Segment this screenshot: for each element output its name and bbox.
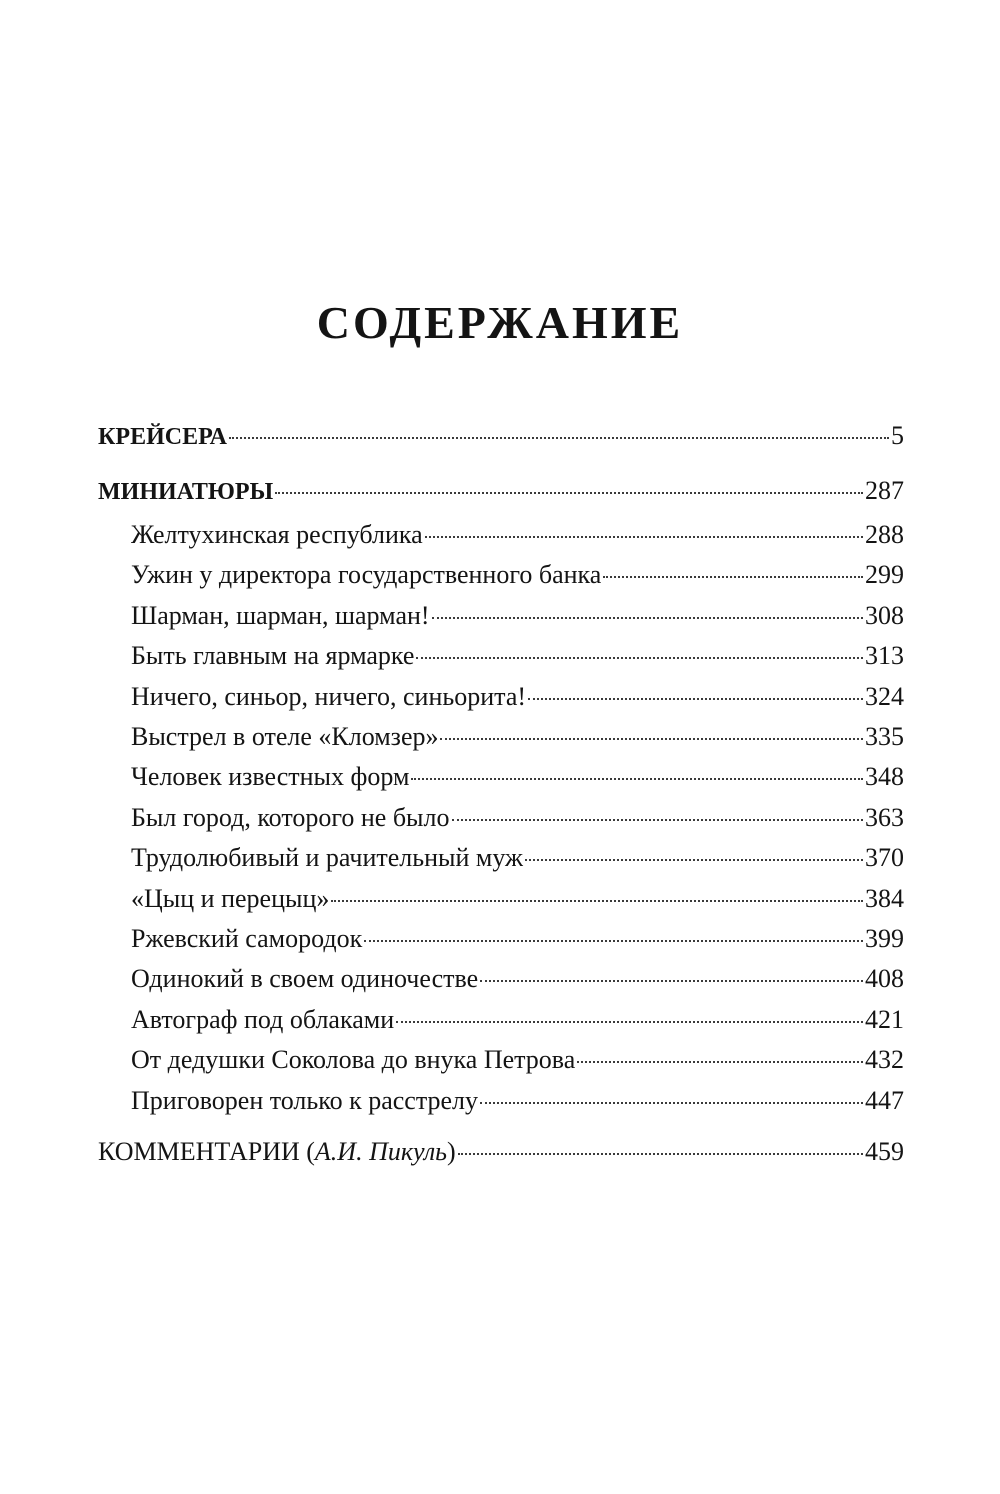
- toc-item[interactable]: [131, 1043, 904, 1077]
- dot-leader: [396, 1021, 863, 1023]
- dot-leader: [480, 980, 863, 982]
- toc-page-number: 421: [865, 1004, 904, 1034]
- toc-item-title: Трудолюбивый и рачительный муж: [131, 843, 524, 873]
- toc-page-number: 324: [865, 681, 904, 711]
- toc-page-number: 308: [865, 600, 904, 630]
- dot-leader: [528, 698, 863, 700]
- dot-leader: [275, 492, 863, 494]
- toc-item-title: «Цыц и перецыц»: [131, 883, 330, 913]
- toc-section-title: КРЕЙСЕРА: [98, 424, 227, 450]
- toc-item-title: Ужин у директора государственного банка: [131, 560, 602, 590]
- toc-page-number: 370: [865, 843, 904, 873]
- toc-item[interactable]: [131, 841, 904, 875]
- toc-item-title: Ржевский самородок: [131, 924, 363, 953]
- toc-page-number: 447: [865, 1085, 904, 1115]
- toc-item[interactable]: [131, 558, 904, 592]
- toc-page-number: 5: [891, 421, 904, 450]
- toc-page-number: 287: [865, 476, 904, 505]
- toc-page-number: 348: [865, 762, 904, 792]
- toc-item-title: Приговорен только к расстрелу: [131, 1085, 479, 1115]
- toc-item[interactable]: [131, 599, 904, 633]
- dot-leader: [229, 437, 889, 439]
- toc-page-number: 313: [865, 641, 904, 671]
- toc-page-number: 299: [865, 560, 904, 590]
- toc-item-title: От дедушки Соколова до внука Петрова: [131, 1045, 576, 1075]
- toc-section-title: МИНИАТЮРЫ: [98, 479, 274, 505]
- toc-page-number: 432: [865, 1045, 904, 1075]
- dot-leader: [411, 778, 863, 780]
- dot-leader: [577, 1061, 863, 1063]
- toc-item[interactable]: [131, 720, 904, 754]
- toc-page-number: 363: [865, 802, 904, 832]
- toc-item-title: Человек известных форм: [131, 762, 410, 792]
- toc-item[interactable]: [131, 962, 904, 996]
- toc-item[interactable]: [131, 639, 904, 673]
- comments-close: ): [447, 1137, 456, 1166]
- dot-leader: [364, 940, 863, 942]
- dot-leader: [458, 1153, 863, 1155]
- toc-item[interactable]: [131, 1003, 904, 1037]
- comments-author: А.И. Пикуль: [314, 1137, 448, 1166]
- toc-comments[interactable]: [98, 1135, 904, 1169]
- toc-item-title: Выстрел в отеле «Кломзер»: [131, 722, 439, 751]
- toc-item-title: Одинокий в своем одиночестве: [131, 964, 479, 994]
- toc-item-title: Шарман, шарман, шарман!: [131, 600, 430, 630]
- toc-page-number: 459: [865, 1137, 904, 1166]
- toc-item[interactable]: [131, 680, 904, 714]
- dot-leader: [525, 859, 863, 861]
- toc-section-cruisers[interactable]: [98, 419, 904, 453]
- toc-section-miniatures[interactable]: [98, 474, 904, 508]
- dot-leader: [425, 536, 863, 538]
- dot-leader: [603, 576, 863, 578]
- toc-page-number: 399: [865, 924, 904, 953]
- dot-leader: [440, 738, 863, 740]
- dot-leader: [480, 1102, 863, 1104]
- comments-label: КОММЕНТАРИИ (: [98, 1137, 315, 1166]
- toc-item-title: Был город, которого не было: [131, 802, 450, 832]
- toc-item[interactable]: [131, 518, 904, 552]
- toc-item[interactable]: [131, 922, 904, 956]
- toc-page-number: 408: [865, 964, 904, 994]
- dot-leader: [416, 657, 863, 659]
- toc-item[interactable]: [131, 801, 904, 835]
- toc-comments-title: [98, 1135, 456, 1169]
- toc-item-title: Автограф под облаками: [131, 1004, 395, 1034]
- toc-page-number: 384: [865, 883, 904, 913]
- toc-item[interactable]: [131, 882, 904, 916]
- toc-item[interactable]: [131, 1084, 904, 1118]
- toc-item[interactable]: [131, 760, 904, 794]
- dot-leader: [432, 617, 863, 619]
- toc-page-number: 288: [865, 520, 904, 549]
- toc-item-title: Быть главным на ярмарке: [131, 641, 415, 671]
- toc-page-number: 335: [865, 722, 904, 751]
- dot-leader: [331, 900, 863, 902]
- dot-leader: [452, 819, 864, 821]
- toc-item-title: Ничего, синьор, ничего, синьорита!: [131, 681, 527, 711]
- toc-item-title: Желтухинская республика: [131, 520, 423, 549]
- page-title: СОДЕРЖАНИЕ: [316, 297, 684, 348]
